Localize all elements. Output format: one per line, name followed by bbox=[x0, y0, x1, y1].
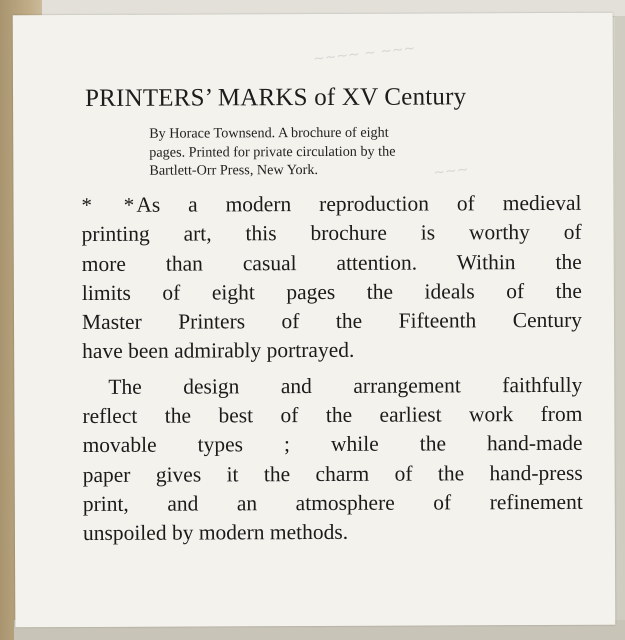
body-line: limits of eight pages the ideals of the bbox=[81, 278, 582, 305]
body-line: print, and an atmosphere of refinement bbox=[82, 489, 583, 516]
body-line-text: As a modern reproduction of medieval bbox=[136, 190, 582, 217]
paragraph-1 bbox=[81, 189, 582, 367]
body-line: movable types ; while the hand-made bbox=[82, 431, 583, 458]
body-line bbox=[81, 189, 581, 220]
body-line: printing art, this brochure is worthy of bbox=[81, 220, 582, 247]
byline-line: pages. Printed for private circulation by the bbox=[149, 143, 396, 161]
pencil-bleedthrough-mark: ~~~ bbox=[432, 161, 470, 182]
body-line: Master Printers of the Fifteenth Century bbox=[81, 308, 583, 335]
paragraph-2 bbox=[82, 371, 583, 549]
byline bbox=[149, 123, 569, 180]
body-line: more than casual attention. Within the bbox=[81, 249, 582, 276]
body-line: reflect the best of the earliest work from bbox=[82, 401, 583, 429]
body-line: have been admirably portrayed. bbox=[82, 338, 355, 364]
article-title: PRINTERS’ MARKS of XV Century bbox=[84, 83, 467, 112]
body-line: unspoiled by modern methods. bbox=[82, 520, 349, 546]
pencil-bleedthrough-mark: ~~~~ ~ ~~~ bbox=[312, 40, 417, 68]
byline-line: Bartlett-Orr Press, New York. bbox=[149, 161, 319, 179]
body-line: The design and arrangement faithfully bbox=[108, 372, 583, 399]
asterisk-mark: * * bbox=[81, 192, 137, 218]
body-line: paper gives it the charm of the hand-press bbox=[82, 460, 583, 487]
right-paper-strip bbox=[615, 16, 625, 640]
article-body bbox=[81, 189, 583, 549]
clipping-card bbox=[13, 13, 616, 628]
byline-line: By Horace Townsend. A brochure of eight bbox=[149, 124, 389, 142]
